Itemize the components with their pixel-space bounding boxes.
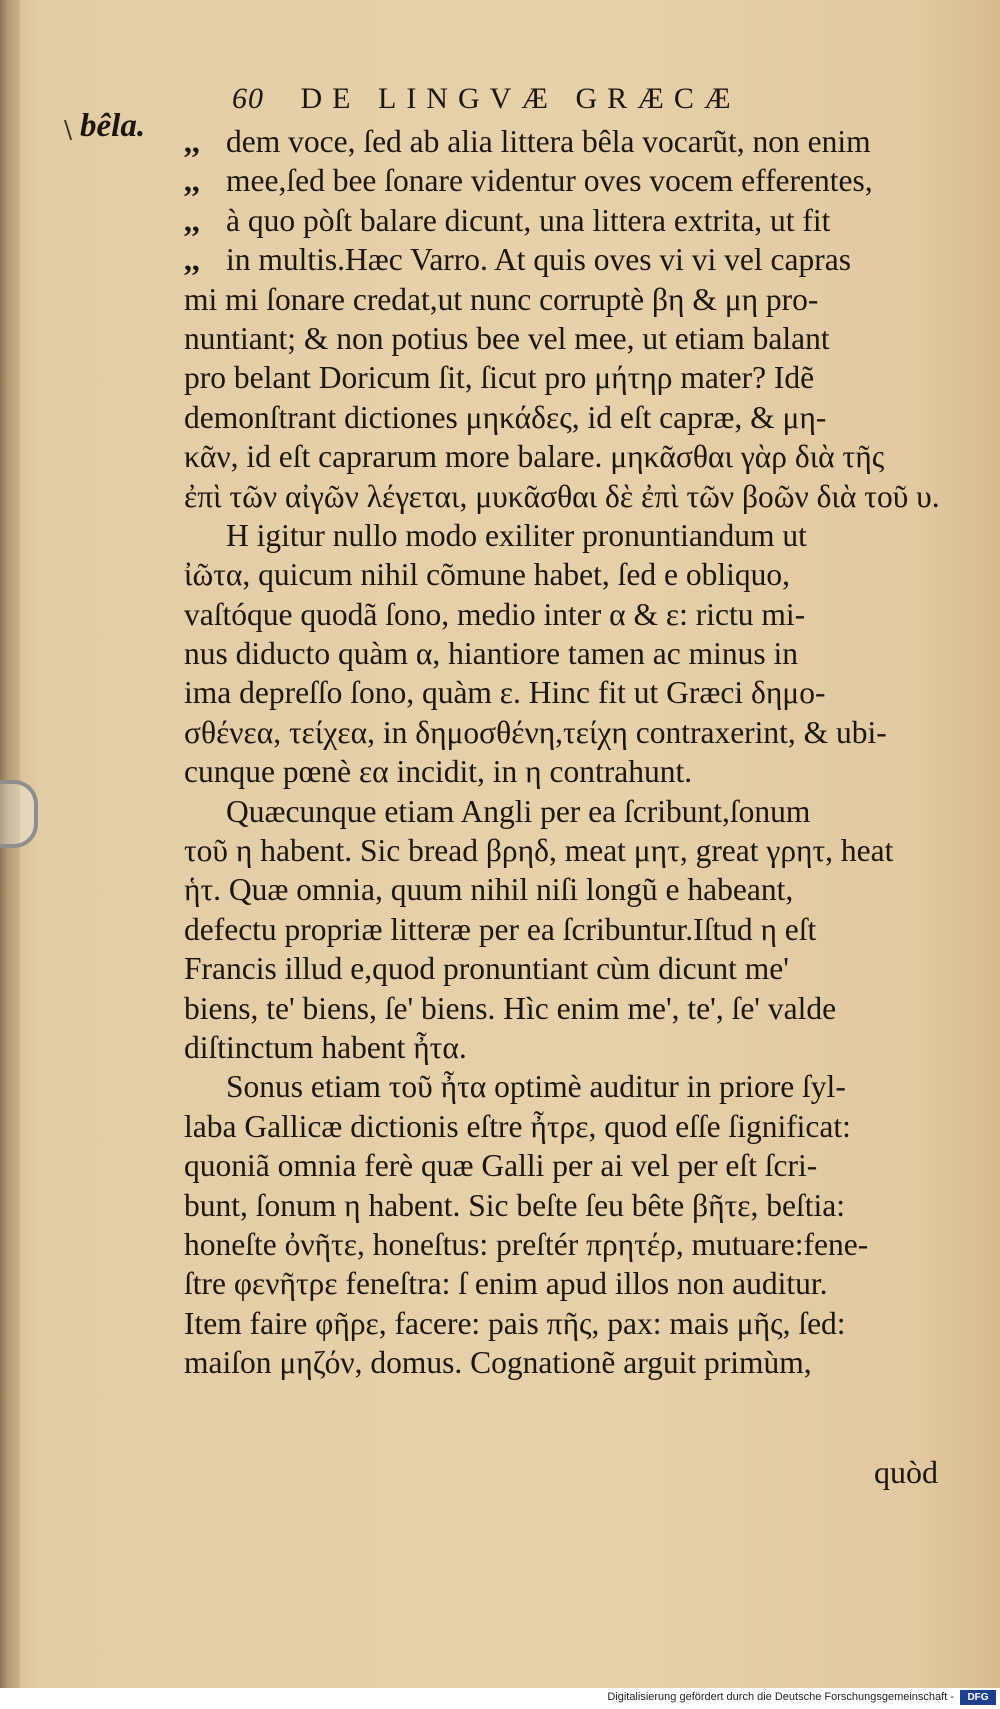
text-line <box>184 280 964 319</box>
text-line <box>184 1304 964 1343</box>
page-clip <box>0 780 38 848</box>
catchword: quòd <box>874 1454 938 1490</box>
line-text: laba Gallicæ dictionis eſtre ἦτρε, quod eſſe ſignificat: <box>184 1108 851 1144</box>
line-text: in multis.Hæc Varro. At quis oves vi vi vel capras <box>226 242 851 278</box>
line-text: bunt, ſonum η habent. Sic beſte ſeu bête βῆτε, beſtia: <box>184 1187 845 1223</box>
line-text: vaſtóque quodã ſono, medio inter α & ε: rictu mi- <box>184 596 806 632</box>
line-text: H igitur nullo modo exiliter pronuntiandum ut <box>226 517 807 553</box>
text-line <box>184 1028 964 1067</box>
quotation-mark: ,, <box>184 163 200 199</box>
text-line <box>184 910 964 949</box>
line-text: ἐπὶ τῶν αἰγῶν λέγεται, μυκᾶσθαι δὲ ἐπὶ τῶν βοῶν διὰ τοῦ υ. <box>184 478 940 514</box>
line-text: dem voce, ſed ab alia littera bêla vocarũt, non enim <box>226 124 871 159</box>
text-line <box>184 870 964 909</box>
line-text: ima depreſſo ſono, quàm ε. Hinc fit ut Græci δημο- <box>184 675 826 711</box>
line-text: mi mi ſonare credat,ut nunc corruptè βη & μη pro- <box>184 281 819 317</box>
line-text: pro belant Doricum ſit, ſicut pro μήτηρ mater? Idẽ <box>184 360 815 396</box>
text-line <box>184 240 964 279</box>
text-line <box>184 161 964 200</box>
running-head: DE LINGVÆ GRÆCÆ <box>300 82 741 115</box>
footer-bar <box>0 1688 1000 1709</box>
text-line <box>184 555 964 594</box>
line-text: demonſtrant dictiones μηκάδες, id eſt capræ, & μη- <box>184 399 827 435</box>
line-text: Quæcunque etiam Angli per ea ſcribunt,ſonum <box>226 793 811 829</box>
text-line <box>184 831 964 870</box>
text-line <box>184 398 964 437</box>
text-line <box>184 752 964 791</box>
text-line <box>184 949 964 988</box>
text-line <box>184 1067 964 1106</box>
line-text: ἰῶτα, quicum nihil cõmune habet, ſed e obliquo, <box>184 557 791 593</box>
line-text: τοῦ η habent. Sic bread βρηδ, meat μητ, great γρητ, heat <box>184 833 894 869</box>
text-line <box>184 1146 964 1185</box>
text-line <box>184 1107 964 1146</box>
line-text: Sonus etiam τοῦ ἦτα optimè auditur in priore ſyl- <box>226 1069 846 1105</box>
page-gutter <box>0 0 20 1709</box>
line-text: ἡτ. Quæ omnia, quum nihil niſi longũ e habeant, <box>184 872 794 908</box>
line-text: ſtre φενῆτρε feneſtra: ſ enim apud illos non auditur. <box>184 1266 828 1302</box>
footer-credit: Digitalisierung gefördert durch die Deutsche Forschungsgemeinschaft - <box>607 1691 954 1703</box>
text-line <box>184 1225 964 1264</box>
text-line <box>184 122 964 161</box>
quotation-mark: ,, <box>184 242 200 278</box>
text-line <box>184 437 964 476</box>
text-line <box>184 201 964 240</box>
text-line <box>184 713 964 752</box>
dfg-logo: DFG <box>960 1690 996 1705</box>
text-line <box>184 1186 964 1225</box>
line-text: σθένεα, τείχεα, in δημοσθένη,τείχη contraxerint, & ubi- <box>184 714 887 750</box>
text-line <box>184 673 964 712</box>
page-header <box>232 82 741 116</box>
text-line <box>184 792 964 831</box>
margin-note: bêla. <box>80 108 146 144</box>
line-text: diſtinctum habent ἦτα. <box>184 1029 467 1065</box>
line-text: nuntiant; & non potius bee vel mee, ut etiam balant <box>184 320 830 356</box>
body-text <box>184 122 964 1383</box>
line-text: cunque pœnè εα incidit, in η contrahunt. <box>184 754 693 790</box>
quotation-mark: ,, <box>184 124 200 159</box>
text-line <box>184 1264 964 1303</box>
text-line <box>184 358 964 397</box>
line-text: defectu propriæ litteræ per ea ſcribuntur.Iſtud η eſt <box>184 911 817 947</box>
line-text: maiſon μηζόν, domus. Cognationẽ arguit primùm, <box>184 1345 812 1381</box>
text-line <box>184 989 964 1028</box>
text-line <box>184 477 964 516</box>
text-line <box>184 516 964 555</box>
line-text: honeſte ὀνῆτε, honeſtus: preſtér πρητέρ, mutuare:fene- <box>184 1226 869 1262</box>
text-line <box>184 595 964 634</box>
line-text: à quo pòſt balare dicunt, una littera extrita, ut fit <box>226 202 831 238</box>
line-text: κᾶν, id eſt caprarum more balare. μηκᾶσθαι γὰρ διὰ τῆς <box>184 439 885 475</box>
text-line <box>184 634 964 673</box>
line-text: quoniã omnia ferè quæ Galli per ai vel per eſt ſcri- <box>184 1148 818 1184</box>
text-line <box>184 319 964 358</box>
line-text: nus diducto quàm α, hiantiore tamen ac minus in <box>184 636 799 672</box>
text-line <box>184 1343 964 1382</box>
quotation-mark: ,, <box>184 202 200 238</box>
page-number: 60 <box>232 82 264 115</box>
margin-tick-mark: \ <box>64 116 73 144</box>
line-text: Item faire φῆρε, facere: pais πῆς, pax: mais μῆς, ſed: <box>184 1305 846 1341</box>
line-text: biens, te' biens, ſe' biens. Hìc enim me', te', ſe' valde <box>184 990 837 1026</box>
line-text: Francis illud e,quod pronuntiant cùm dicunt me' <box>184 951 789 987</box>
line-text: mee,ſed bee ſonare videntur oves vocem efferentes, <box>226 163 873 199</box>
